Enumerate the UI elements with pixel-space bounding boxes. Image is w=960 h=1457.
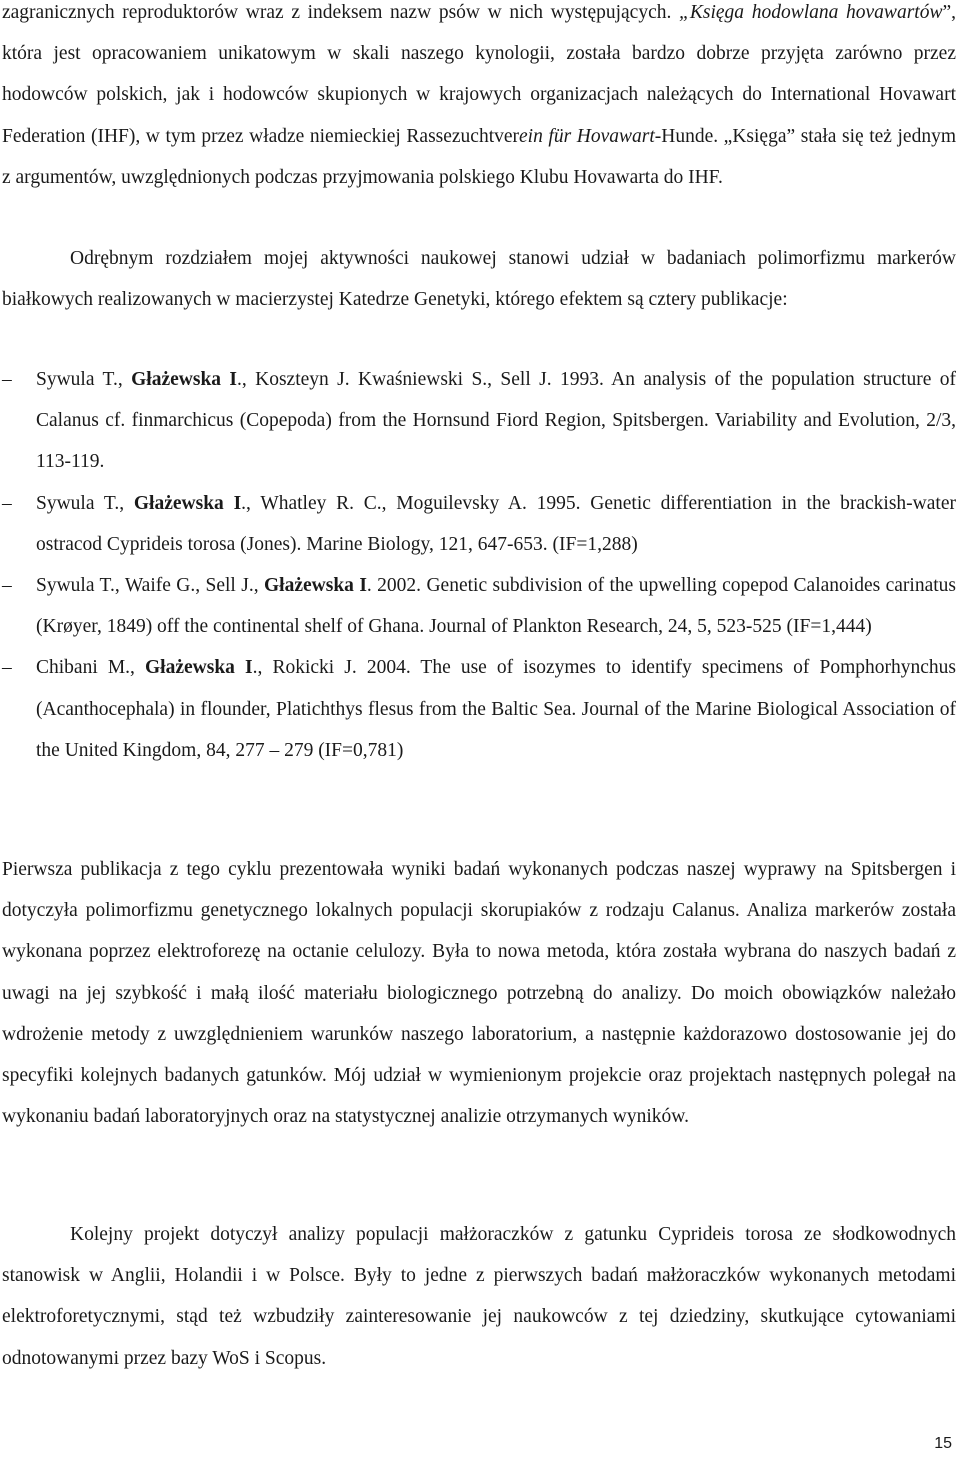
paragraph-text: -Hunde. „Księga” stała się też jednym z argumentów, uwzględnionych podczas przyjmowania polskiego Klubu Hovawarta do IHF. [2, 125, 956, 188]
paragraph-text: zagranicznych reproduktorów wraz z indeksem nazw psów w nich występujących. [2, 2, 680, 23]
publication-authors: Sywula T., [36, 369, 132, 390]
list-dash: – [2, 657, 12, 679]
paragraph-protein-markers: Odrębnym rozdziałem mojej aktywności naukowej stanowi udział w badaniach polimorfizmu markerów białkowych realizowanych w macierzystej Katedrze Genetyki, którego efektem są cztery publikacje: [2, 248, 956, 311]
publication-item [0, 359, 956, 483]
publication-list [0, 359, 960, 771]
publication-item [0, 483, 956, 565]
author-highlight: Głażewska I [133, 492, 242, 514]
paragraph-hovawart-book [2, 0, 956, 198]
author-highlight: Głażewska I [264, 575, 367, 597]
author-highlight: Głażewska I [145, 657, 253, 679]
book-title-italic: „Księga hodowlana hovawartów [679, 2, 943, 23]
publication-item [0, 565, 956, 647]
club-name-italic: ein für Hovawart [519, 125, 655, 147]
list-dash: – [2, 492, 12, 514]
publication-authors: Sywula T., Waife G., Sell J., [36, 575, 264, 597]
page-number: 15 [934, 1435, 952, 1452]
publication-authors: Chibani M., [36, 657, 146, 679]
paragraph-text: ”, która jest opracowaniem unikatowym w skali naszego kynologii, została bardzo dobrze przyjęta zarówno przez hodowców polskich, jak i hodowców skupionych w krajowych organizacjach należących do International Hovawart Federation (IHF), w tym przez władze niemieckiej Rassezuchtver [2, 2, 956, 147]
publication-authors: Sywula T., [36, 492, 134, 514]
paragraph-first-publication: Pierwsza publikacja z tego cyklu prezentowała wyniki badań wykonanych podczas naszej wyprawy na Spitsbergen i dotyczyła polimorfizmu genetycznego lokalnych populacji skorupiaków z rodzaju Calanus. Analiza markerów została wykonana poprzez elektroforezę na octanie celulozy. Była to nowa metoda, która została wybrana do naszych badań z uwagi na jej szybkość i małą ilość materiału biologicznego potrzebną do analizy. Do moich obowiązków należało wdrożenie metody z uwzględnieniem warunków naszego laboratorium, a następnie każdorazowo dostosowanie jej do specyfiki kolejnych badanych gatunków. Mój udział w wymienionym projekcie oraz projektach następnych polegał na wykonaniu badań laboratoryjnych oraz na statystycznej analizie otrzymanych wyników. [2, 859, 956, 1128]
list-dash: – [2, 369, 12, 390]
publication-details: ., Whatley R. C., Moguilevsky A. 1995. Genetic differentiation in the brackish-water ostracod Cyprideis torosa (Jones). Marine Biology, 121, 647-653. (IF=1,288) [36, 492, 956, 555]
publication-details: ., Koszteyn J. Kwaśniewski S., Sell J. 1993. An analysis of the population structure of Calanus cf. finmarchicus (Copepoda) from the Hornsund Fiord Region, Spitsbergen. Variability and Evolution, 2/3, 113-119. [36, 369, 956, 473]
publication-item [0, 647, 956, 771]
publication-details: . 2002. Genetic subdivision of the upwelling copepod Calanoides carinatus (Krøyer, 1849) off the continental shelf of Ghana. Journal of Plankton Research, 24, 5, 523-525 (IF=1,444) [36, 575, 956, 638]
publication-details: ., Rokicki J. 2004. The use of isozymes to identify specimens of Pomphorhynchus (Acanthocephala) in flounder, Platichthys flesus from the Baltic Sea. Journal of the Marine Biological Association of the United Kingdom, 84, 277 – 279 (IF=0,781) [36, 657, 957, 761]
author-highlight: Głażewska I [131, 369, 238, 390]
paragraph-next-project: Kolejny projekt dotyczył analizy populacji małżoraczków z gatunku Cyprideis torosa ze słodkowodnych stanowisk w Anglii, Holandii i w Polsce. Były to jedne z pierwszych badań małżoraczków wykonanych metodami elektroforetycznymi, stąd też wzbudziły zainteresowanie jej naukowców z tej dziedziny, skutkujące cytowaniami odnotowanymi przez bazy WoS i Scopus. [2, 1224, 956, 1369]
list-dash: – [2, 575, 12, 597]
